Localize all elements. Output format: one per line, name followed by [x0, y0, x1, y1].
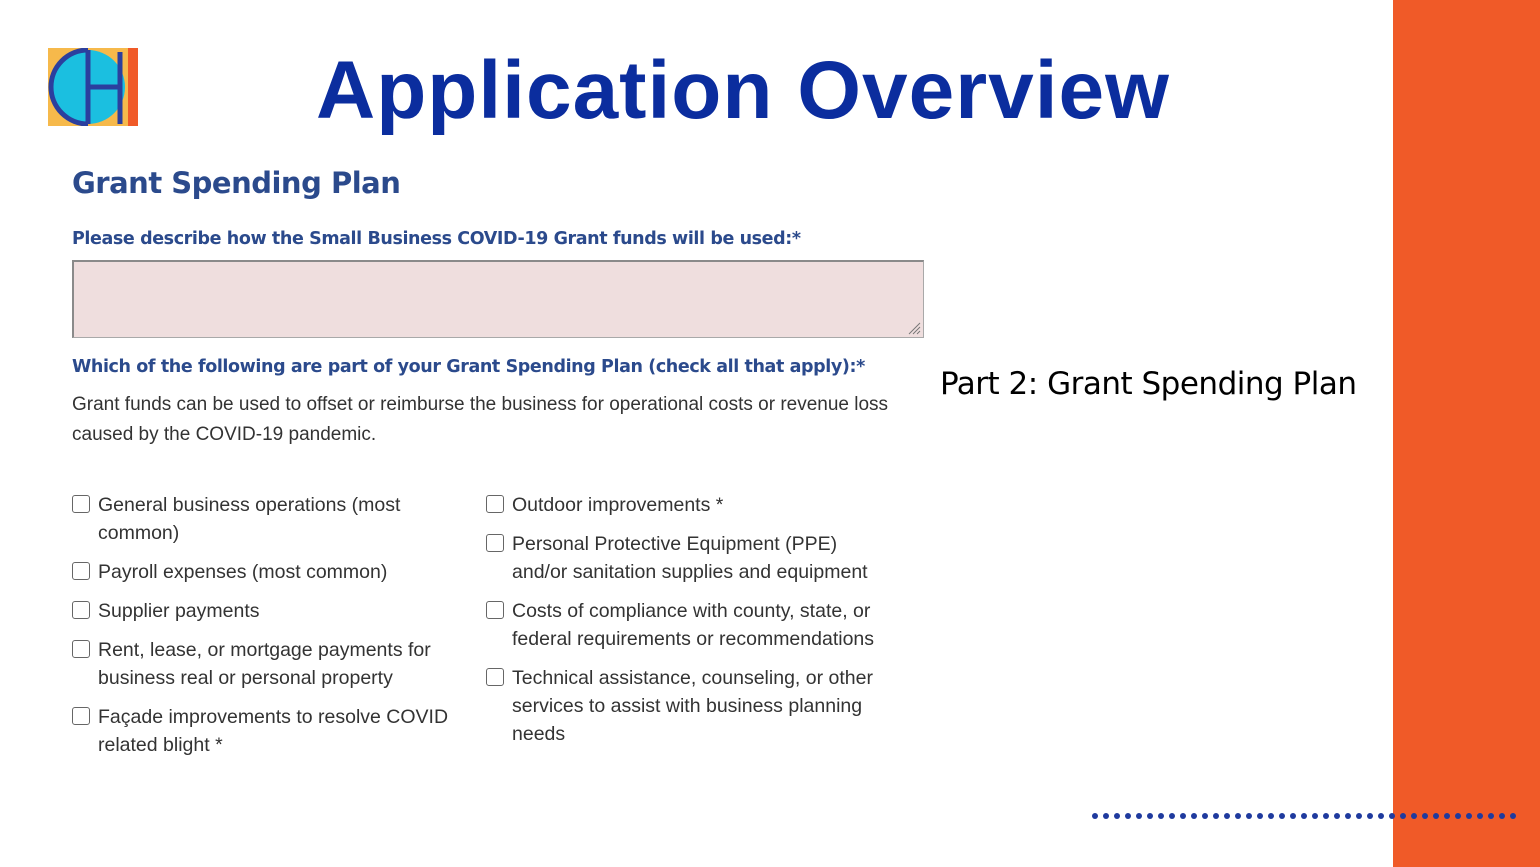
checkbox-option-rent-lease-mortgage[interactable]: [72, 636, 472, 692]
checkbox-option-supplier-payments[interactable]: [72, 597, 472, 625]
checkbox-option-payroll[interactable]: [72, 558, 472, 586]
checkbox[interactable]: [72, 495, 90, 513]
slide-title: Application Overview: [316, 45, 1170, 136]
checkbox-option-general-operations[interactable]: [72, 491, 472, 547]
checkbox[interactable]: [486, 601, 504, 619]
checkbox-option-ppe[interactable]: [486, 530, 876, 586]
part-label: Part 2: Grant Spending Plan: [940, 366, 1357, 402]
question-2-label: Which of the following are part of your Grant Spending Plan (check all that apply):*: [72, 357, 865, 377]
checkbox[interactable]: [486, 534, 504, 552]
checkbox[interactable]: [486, 668, 504, 686]
checkbox-label: Façade improvements to resolve COVID related blight *: [98, 706, 449, 756]
checkbox-label: Payroll expenses (most common): [98, 561, 388, 583]
options-right-column: [486, 491, 876, 759]
checkbox-label: Technical assistance, counseling, or other services to assist with business planning needs: [512, 667, 873, 745]
grant-use-description-textarea[interactable]: [72, 260, 924, 338]
checkbox-option-outdoor-improvements[interactable]: [486, 491, 876, 519]
checkbox[interactable]: [486, 495, 504, 513]
checkbox-label: Costs of compliance with county, state, or federal requirements or recommendations: [512, 600, 875, 650]
checkbox[interactable]: [72, 640, 90, 658]
checkbox-option-technical-assistance[interactable]: [486, 664, 876, 748]
options-left-column: [72, 491, 472, 770]
checkbox[interactable]: [72, 601, 90, 619]
question-1-label: Please describe how the Small Business COVID-19 Grant funds will be used:*: [72, 229, 801, 249]
question-2-help-text: Grant funds can be used to offset or reimburse the business for operational costs or revenue loss caused by the COVID-19 pandemic.: [72, 394, 889, 445]
checkbox-label: Supplier payments: [98, 600, 260, 622]
checkbox[interactable]: [72, 707, 90, 725]
organization-logo-icon: [48, 48, 138, 126]
checkbox-label: Personal Protective Equipment (PPE) and/or sanitation supplies and equipment: [512, 533, 868, 583]
checkbox-label: Outdoor improvements *: [512, 494, 724, 516]
checkbox[interactable]: [72, 562, 90, 580]
checkbox-label: General business operations (most common): [98, 494, 401, 544]
checkbox-option-compliance-costs[interactable]: [486, 597, 876, 653]
resize-handle-icon[interactable]: [907, 321, 921, 335]
orange-side-bar: [1393, 0, 1540, 867]
form-heading: Grant Spending Plan: [72, 166, 401, 200]
dotted-line-decoration: [1090, 810, 1520, 822]
checkbox-option-facade-improvements[interactable]: [72, 703, 472, 759]
checkbox-label: Rent, lease, or mortgage payments for business real or personal property: [98, 639, 431, 689]
